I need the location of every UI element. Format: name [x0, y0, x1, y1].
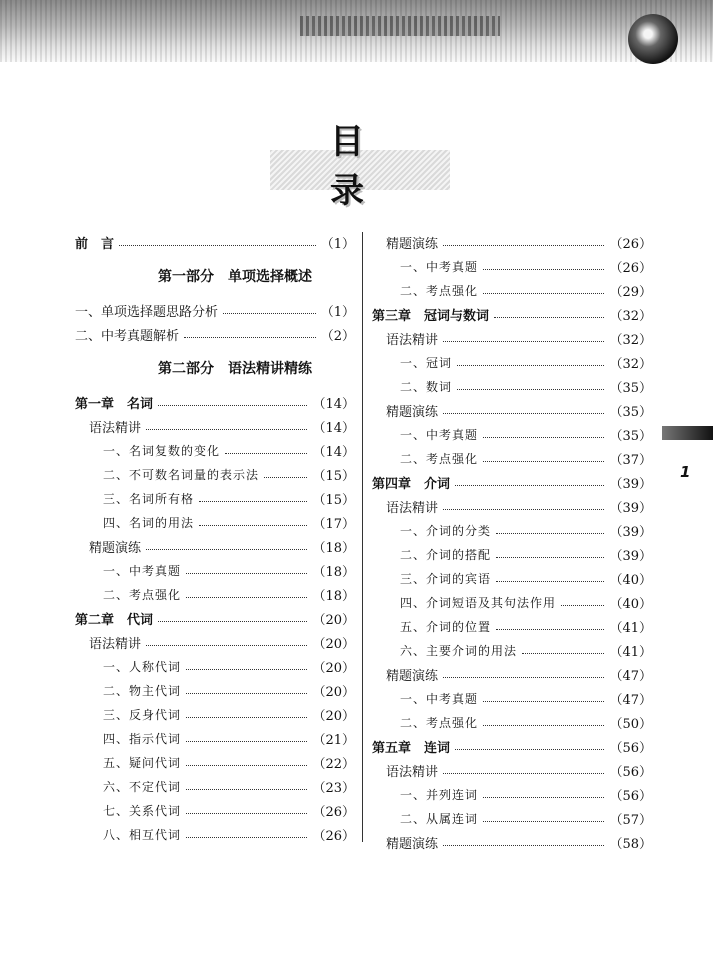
dot-leader	[483, 461, 604, 462]
toc-subsection[interactable]	[75, 822, 355, 846]
toc-entry-label: 第五章 连词	[372, 740, 451, 756]
toc-subsection[interactable]	[372, 710, 652, 734]
dot-leader	[186, 765, 307, 766]
toc-chapter[interactable]	[75, 230, 355, 254]
globe-icon	[628, 14, 678, 64]
toc-subsection[interactable]	[75, 726, 355, 750]
toc-entry-label: 语法精讲	[386, 764, 439, 780]
toc-subsection[interactable]	[372, 518, 652, 542]
toc-entry-label: 一、中考真题	[400, 691, 479, 706]
dot-leader	[457, 389, 604, 390]
toc-section[interactable]	[75, 534, 355, 558]
toc-entry-page: （18）	[312, 564, 355, 580]
dot-leader	[496, 557, 604, 558]
toc-subsection[interactable]	[75, 438, 355, 462]
toc-entry-page: （35）	[609, 404, 652, 420]
side-tab-marker	[662, 426, 713, 440]
toc-entry-page: （39）	[609, 524, 652, 540]
dot-leader	[483, 797, 604, 798]
toc-subsection[interactable]	[372, 638, 652, 662]
toc-entry-label: 第四章 介词	[372, 476, 451, 492]
toc-entry-page: （41）	[609, 644, 652, 660]
toc-entry-label: 六、主要介词的用法	[400, 643, 518, 658]
toc-entry-label: 一、介词的分类	[400, 523, 492, 538]
toc-entry-page: （39）	[609, 548, 652, 564]
toc-chapter[interactable]	[75, 322, 355, 346]
toc-entry-label: 六、不定代词	[103, 779, 182, 794]
toc-entry-page: （20）	[312, 708, 355, 724]
part-heading: 第二部分 语法精讲精练	[158, 361, 312, 377]
toc-subsection[interactable]	[372, 446, 652, 470]
dot-leader	[199, 525, 307, 526]
toc-entry-label: 三、反身代词	[103, 707, 182, 722]
toc-section[interactable]	[372, 662, 652, 686]
toc-entry-label: 精题演练	[386, 668, 439, 684]
dot-leader	[146, 549, 307, 550]
toc-entry-page: （22）	[312, 756, 355, 772]
dot-leader	[146, 645, 307, 646]
toc-subsection[interactable]	[75, 510, 355, 534]
toc-entry-page: （2）	[320, 328, 355, 344]
toc-entry-label: 精题演练	[386, 404, 439, 420]
page-title: 目 录	[330, 122, 394, 211]
dot-leader	[184, 337, 316, 338]
dot-leader	[496, 533, 604, 534]
toc-entry-label: 一、中考真题	[103, 563, 182, 578]
toc-entry-page: （37）	[609, 452, 652, 468]
toc-entry-label: 三、介词的宾语	[400, 571, 492, 586]
dot-leader	[443, 413, 604, 414]
toc-entry-label: 八、相互代词	[103, 827, 182, 842]
dot-leader	[146, 429, 307, 430]
toc-chapter[interactable]	[75, 298, 355, 322]
toc-entry-label: 四、名词的用法	[103, 515, 195, 530]
toc-subsection[interactable]	[372, 278, 652, 302]
dot-leader	[443, 845, 604, 846]
toc-entry-page: （58）	[609, 836, 652, 852]
toc-entry-label: 二、从属连词	[400, 811, 479, 826]
toc-subsection[interactable]	[372, 782, 652, 806]
toc-entry-page: （41）	[609, 620, 652, 636]
toc-subsection[interactable]	[75, 774, 355, 798]
toc-entry-page: （32）	[609, 332, 652, 348]
toc-section[interactable]	[372, 398, 652, 422]
toc-subsection[interactable]	[372, 374, 652, 398]
dot-leader	[494, 317, 604, 318]
toc-entry-label: 二、物主代词	[103, 683, 182, 698]
toc-chapter[interactable]	[372, 734, 652, 758]
dot-leader	[457, 365, 604, 366]
dot-leader	[186, 717, 307, 718]
toc-entry-page: （1）	[320, 236, 355, 252]
toc-entry-page: （35）	[609, 380, 652, 396]
toc-entry-label: 二、不可数名词量的表示法	[103, 467, 260, 482]
toc-subsection[interactable]	[372, 566, 652, 590]
column-divider	[362, 232, 363, 842]
toc-subsection[interactable]	[372, 542, 652, 566]
toc-entry-page: （23）	[312, 780, 355, 796]
dot-leader	[186, 693, 307, 694]
toc-entry-label: 第二章 代词	[75, 612, 154, 628]
toc-chapter[interactable]	[75, 606, 355, 630]
dot-leader	[186, 741, 307, 742]
toc-entry-page: （18）	[312, 540, 355, 556]
toc-entry-page: （26）	[312, 828, 355, 844]
toc-entry-page: （47）	[609, 668, 652, 684]
toc-subsection[interactable]	[75, 654, 355, 678]
toc-entry-label: 一、冠词	[400, 355, 453, 370]
toc-entry-label: 三、名词所有格	[103, 491, 195, 506]
dot-leader	[483, 269, 604, 270]
toc-entry-label: 一、人称代词	[103, 659, 182, 674]
toc-entry-page: （21）	[312, 732, 355, 748]
dot-leader	[158, 621, 307, 622]
dot-leader	[264, 477, 307, 478]
toc-entry-page: （26）	[609, 260, 652, 276]
toc-entry-page: （17）	[312, 516, 355, 532]
toc-entry-page: （57）	[609, 812, 652, 828]
toc-entry-label: 二、考点强化	[400, 715, 479, 730]
dot-leader	[483, 821, 604, 822]
toc-subsection[interactable]	[75, 678, 355, 702]
dot-leader	[443, 341, 604, 342]
toc-section[interactable]	[372, 230, 652, 254]
toc-entry-label: 语法精讲	[89, 420, 142, 436]
toc-entry-label: 一、单项选择题思路分析	[75, 304, 219, 320]
page-number: 1	[680, 463, 691, 481]
toc-entry-label: 第三章 冠词与数词	[372, 308, 490, 324]
toc-entry-label: 五、疑问代词	[103, 755, 182, 770]
dot-leader	[186, 597, 307, 598]
toc-entry-page: （47）	[609, 692, 652, 708]
toc-chapter[interactable]	[75, 390, 355, 414]
toc-subsection[interactable]	[75, 462, 355, 486]
dot-leader	[186, 573, 307, 574]
toc-subsection[interactable]	[372, 422, 652, 446]
dot-leader	[483, 437, 604, 438]
toc-subsection[interactable]	[372, 350, 652, 374]
toc-entry-label: 第一章 名词	[75, 396, 154, 412]
toc-entry-page: （20）	[312, 612, 355, 628]
toc-entry-page: （20）	[312, 684, 355, 700]
toc-entry-label: 七、关系代词	[103, 803, 182, 818]
toc-entry-label: 精题演练	[386, 836, 439, 852]
toc-entry-page: （40）	[609, 596, 652, 612]
toc-subsection[interactable]	[372, 686, 652, 710]
toc-entry-label: 一、中考真题	[400, 259, 479, 274]
dot-leader	[561, 605, 604, 606]
dot-leader	[496, 629, 604, 630]
toc-entry-page: （20）	[312, 636, 355, 652]
toc-entry-label: 语法精讲	[386, 332, 439, 348]
toc-entry-label: 精题演练	[386, 236, 439, 252]
toc-entry-page: （18）	[312, 588, 355, 604]
toc-entry-page: （39）	[609, 500, 652, 516]
dot-leader	[199, 501, 307, 502]
dot-leader	[186, 837, 307, 838]
dot-leader	[443, 677, 604, 678]
toc-entry-label: 二、考点强化	[103, 587, 182, 602]
toc-chapter[interactable]	[372, 470, 652, 494]
toc-entry-page: （56）	[609, 788, 652, 804]
toc-entry-page: （26）	[312, 804, 355, 820]
toc-section[interactable]	[75, 630, 355, 654]
part-heading: 第一部分 单项选择概述	[158, 269, 312, 285]
toc-entry-label: 四、介词短语及其句法作用	[400, 595, 557, 610]
toc-section[interactable]	[75, 414, 355, 438]
toc-entry-page: （29）	[609, 284, 652, 300]
toc-entry-label: 一、并列连词	[400, 787, 479, 802]
dot-leader	[186, 813, 307, 814]
toc-subsection[interactable]	[75, 702, 355, 726]
toc-entry-page: （35）	[609, 428, 652, 444]
toc-entry-page: （26）	[609, 236, 652, 252]
toc-subsection[interactable]	[75, 486, 355, 510]
toc-entry-page: （1）	[320, 304, 355, 320]
banner-decoration	[300, 16, 500, 36]
toc-entry-page: （15）	[312, 492, 355, 508]
toc-entry-page: （14）	[312, 444, 355, 460]
dot-leader	[455, 749, 604, 750]
dot-leader	[522, 653, 604, 654]
toc-entry-page: （32）	[609, 356, 652, 372]
toc-entry-label: 一、中考真题	[400, 427, 479, 442]
toc-section[interactable]	[372, 758, 652, 782]
toc-section[interactable]	[372, 326, 652, 350]
toc-entry-label: 二、中考真题解析	[75, 328, 180, 344]
toc-entry-label: 语法精讲	[386, 500, 439, 516]
dot-leader	[443, 509, 604, 510]
toc-entry-label: 二、考点强化	[400, 283, 479, 298]
dot-leader	[455, 485, 604, 486]
toc-entry-label: 前 言	[75, 236, 115, 252]
toc-section[interactable]	[372, 494, 652, 518]
dot-leader	[483, 701, 604, 702]
dot-leader	[223, 313, 316, 314]
toc-right-column	[372, 230, 652, 854]
toc-subsection[interactable]	[372, 590, 652, 614]
toc-subsection[interactable]	[75, 582, 355, 606]
dot-leader	[158, 405, 307, 406]
dot-leader	[443, 245, 604, 246]
dot-leader	[186, 669, 307, 670]
toc-section[interactable]	[372, 830, 652, 854]
toc-entry-page: （40）	[609, 572, 652, 588]
header-banner	[0, 0, 713, 62]
dot-leader	[186, 789, 307, 790]
toc-subsection[interactable]	[372, 254, 652, 278]
toc-entry-page: （14）	[312, 396, 355, 412]
dot-leader	[225, 453, 307, 454]
toc-left-column	[75, 230, 355, 846]
toc-entry-page: （14）	[312, 420, 355, 436]
toc-subsection[interactable]	[75, 558, 355, 582]
dot-leader	[119, 245, 316, 246]
toc-entry-page: （50）	[609, 716, 652, 732]
toc-subsection[interactable]	[75, 750, 355, 774]
toc-entry-label: 二、介词的搭配	[400, 547, 492, 562]
toc-entry-page: （39）	[609, 476, 652, 492]
toc-entry-label: 二、数词	[400, 379, 453, 394]
toc-subsection[interactable]	[372, 614, 652, 638]
dot-leader	[483, 725, 604, 726]
toc-entry-page: （56）	[609, 740, 652, 756]
toc-entry-label: 语法精讲	[89, 636, 142, 652]
toc-entry-label: 五、介词的位置	[400, 619, 492, 634]
toc-subsection[interactable]	[75, 798, 355, 822]
toc-subsection[interactable]	[372, 806, 652, 830]
toc-entry-page: （20）	[312, 660, 355, 676]
toc-entry-page: （32）	[609, 308, 652, 324]
toc-chapter[interactable]	[372, 302, 652, 326]
dot-leader	[496, 581, 604, 582]
toc-entry-page: （15）	[312, 468, 355, 484]
toc-entry-label: 二、考点强化	[400, 451, 479, 466]
toc-entry-label: 精题演练	[89, 540, 142, 556]
dot-leader	[443, 773, 604, 774]
toc-entry-label: 四、指示代词	[103, 731, 182, 746]
dot-leader	[483, 293, 604, 294]
toc-entry-label: 一、名词复数的变化	[103, 443, 221, 458]
toc-entry-page: （56）	[609, 764, 652, 780]
